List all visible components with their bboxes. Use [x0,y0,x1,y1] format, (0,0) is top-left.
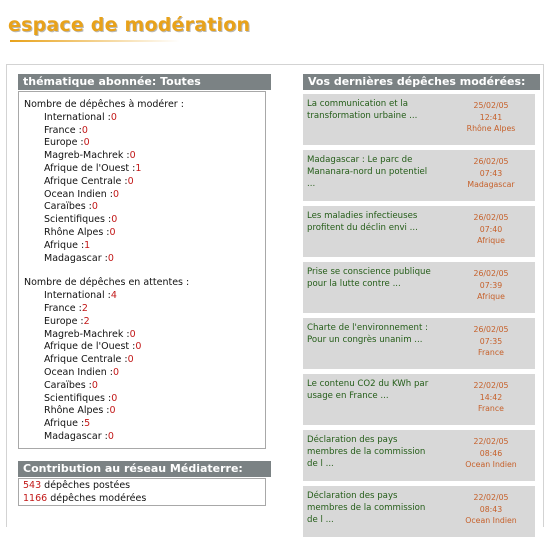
region-count: 0 [111,392,118,404]
region-count-row [24,201,265,214]
region-count-row [24,405,265,418]
region-count: 5 [84,418,91,430]
moderated-item-title-link[interactable]: Les maladies infectieuses profitent du déclin envi ... [307,211,418,233]
region-count-row [24,137,265,150]
logo: espace de modération [8,14,251,36]
contribution-title: Contribution au réseau Médiaterre: [23,462,243,475]
moderated-item-date: 26/02/05 [473,325,509,334]
region-name: France : [44,124,82,136]
region-name: Afrique de l'Ouest : [44,162,136,174]
contribution-header [18,461,271,477]
region-count: 0 [129,150,136,162]
region-count: 1 [84,239,91,251]
moderated-item-date: 22/02/05 [473,493,509,502]
moderated-item[interactable] [303,150,535,201]
moderated-item[interactable] [303,262,535,313]
region-name: Ocean Indien : [44,188,113,200]
region-name: International : [44,290,111,302]
region-count: 0 [109,226,116,238]
region-name: Madagascar : [44,430,108,442]
region-name: Afrique Centrale : [44,354,128,366]
region-count-row [24,253,265,266]
region-count-row [24,329,265,342]
moderated-item-meta [455,268,527,303]
region-name: Europe : [44,137,84,149]
moderation-counts-box [18,91,266,449]
moderated-item-meta [455,212,527,247]
moderated-item-time: 07:39 [479,280,503,290]
region-count-row [24,303,265,316]
moderated-item-region: France [478,348,504,357]
region-count: 0 [81,124,88,136]
logo-underline [10,40,180,42]
to-moderate-list [24,112,265,266]
region-count: 0 [91,201,98,213]
moderated-item-title-link[interactable]: Le contenu CO2 du KWh par usage en France ... [307,379,429,401]
region-name: Scientifiques : [44,392,112,404]
region-count-row [24,112,265,125]
region-name: Scientifiques : [44,214,112,226]
moderated-count: 1166 [23,492,48,504]
region-count-row [24,125,265,138]
region-count-row [24,240,265,253]
region-count-row [24,341,265,354]
moderated-item-title-link[interactable]: Déclaration des pays membres de la commission de l ... [307,435,426,469]
region-count: 0 [127,354,134,366]
contribution-box [18,478,266,506]
region-count: 0 [127,175,134,187]
moderated-item-time: 08:43 [479,504,503,514]
moderated-item-region: Afrique [477,292,505,301]
region-name: International : [44,111,111,123]
region-count-row [24,290,265,303]
moderated-item-meta [455,324,527,359]
moderated-item-time: 07:40 [479,224,503,234]
moderated-item-time: 12:41 [479,112,503,122]
region-count: 0 [113,188,120,200]
region-count-row [24,418,265,431]
moderated-item-region: Rhône Alpes [466,124,516,133]
region-count-row [24,189,265,202]
subscribed-theme-title: thématique abonnée: Toutes [23,75,201,88]
region-count: 0 [109,405,116,417]
region-count: 0 [135,341,142,353]
region-name: Caraïbes : [44,379,92,391]
region-count: 0 [110,111,117,123]
pending-list [24,290,265,444]
region-name: Rhône Alpes : [44,405,110,417]
moderated-item-date: 22/02/05 [473,437,509,446]
moderated-item-meta [455,100,527,135]
moderated-item-region: France [478,404,504,413]
posted-label: dépêches postées [41,480,131,491]
region-count: 0 [91,379,98,391]
region-count-row [24,150,265,163]
moderated-item-region: Madagascar [467,180,515,189]
region-name: Rhône Alpes : [44,226,110,238]
moderated-item[interactable] [303,430,535,481]
recent-header [303,74,540,90]
moderated-item[interactable] [303,486,535,537]
moderated-item-date: 22/02/05 [473,381,509,390]
region-name: Europe : [44,315,84,327]
region-name: Afrique Centrale : [44,175,128,187]
region-count-row [24,393,265,406]
subscribed-theme-header [18,74,271,90]
region-count: 4 [110,290,117,302]
moderated-label: dépêches modérées [47,492,147,504]
moderated-item[interactable] [303,206,535,257]
moderated-item-date: 26/02/05 [473,213,509,222]
region-count-row [24,214,265,227]
moderated-item-title-link[interactable]: Madagascar : Le parc de Mananara-nord un potentiel ... [307,155,428,189]
moderated-item-region: Afrique [477,236,505,245]
region-count: 1 [135,162,142,174]
region-name: Magreb-Machrek : [44,328,130,340]
moderated-item-time: 14:42 [479,392,503,402]
region-name: Caraïbes : [44,201,92,213]
moderated-item-meta [455,492,527,527]
region-name: Afrique : [44,418,85,430]
moderated-item-title-link[interactable]: La communication et la transformation urbaine ... [307,99,418,121]
region-count-row [24,380,265,393]
moderated-item-meta [455,380,527,415]
region-count: 0 [111,214,118,226]
region-name: Madagascar : [44,252,108,264]
region-count-row [24,227,265,240]
region-count: 0 [107,430,114,442]
recent-title: Vos dernières dépêches modérées: [308,75,526,88]
region-count-row [24,163,265,176]
region-count: 0 [113,366,120,378]
moderated-item[interactable] [303,94,535,145]
moderated-item-title-link[interactable]: Déclaration des pays membres de la commission de l ... [307,491,426,525]
moderated-item-time: 07:43 [479,168,503,178]
moderated-item-region: Ocean Indien [465,460,517,469]
region-count-row [24,176,265,189]
region-count-row [24,354,265,367]
region-count: 2 [81,302,88,314]
region-name: Ocean Indien : [44,366,113,378]
moderated-item-date: 26/02/05 [473,157,509,166]
region-name: Afrique : [44,239,85,251]
moderated-item-meta [455,436,527,471]
region-count-row [24,316,265,329]
moderated-item-date: 25/02/05 [473,101,509,110]
region-count: 0 [129,328,136,340]
pending-label: Nombre de dépêches en attentes : [24,277,190,289]
moderated-item-time: 07:35 [479,336,503,346]
moderated-item-title-link[interactable]: Prise se conscience publique pour la lutte contre ... [307,267,431,289]
region-count-row [24,431,265,444]
moderated-item-meta [455,156,527,191]
moderated-stat [19,493,265,506]
posted-count: 543 [23,480,42,491]
region-count: 0 [107,252,114,264]
region-count-row [24,367,265,380]
moderated-item[interactable] [303,318,535,369]
moderated-item-region: Ocean Indien [465,516,517,525]
region-count: 2 [83,315,90,327]
region-name: Magreb-Machrek : [44,150,130,162]
region-name: France : [44,302,82,314]
to-moderate-label: Nombre de dépêches à modérer : [24,99,184,110]
region-name: Afrique de l'Ouest : [44,341,136,353]
moderated-item-time: 08:46 [479,448,503,458]
moderated-item-title-link[interactable]: Charte de l'environnement : Pour un congrès unanim ... [307,323,428,345]
posted-stat [19,480,265,493]
region-count: 0 [83,137,90,149]
moderated-item[interactable] [303,374,535,425]
moderated-item-date: 26/02/05 [473,269,509,278]
